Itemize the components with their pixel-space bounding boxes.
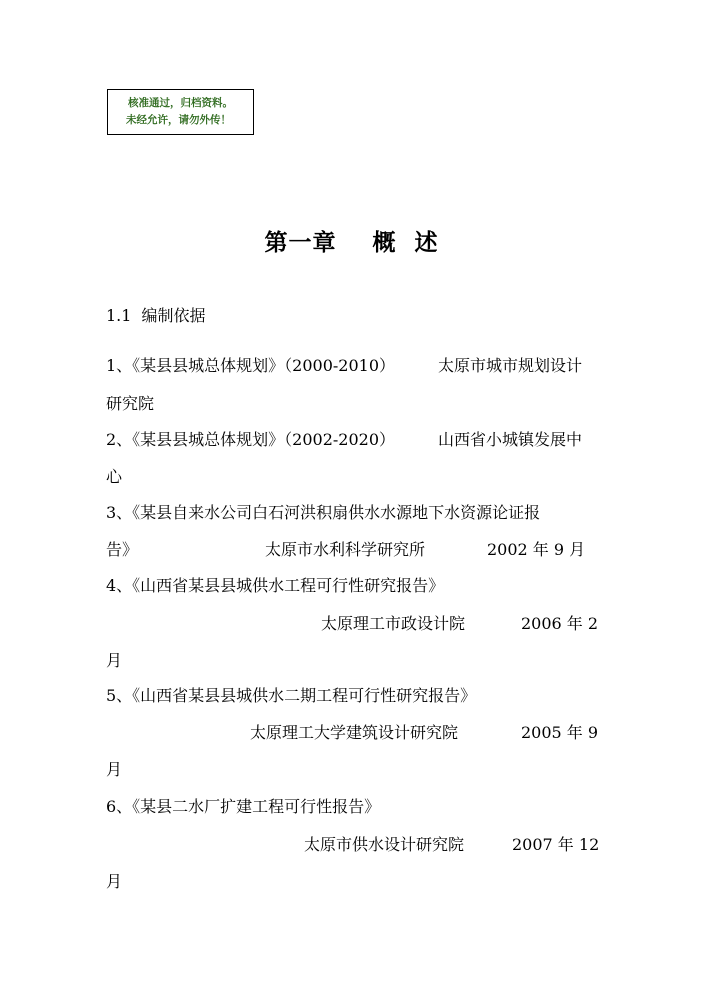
reference-4-org: 太原理工市政设计院 (321, 614, 466, 633)
reference-3-date: 2002 年 9 月 (487, 540, 586, 559)
reference-6-date: 2007 年 12 (512, 835, 600, 854)
stamp-line-2: 未经允许，请勿外传！ (126, 114, 231, 126)
reference-3-org: 太原市水利科学研究所 (265, 540, 426, 559)
reference-1-org-part: 太原市城市规划设计 (438, 356, 583, 375)
reference-1-line-b: 研究院 (106, 394, 155, 413)
reference-2-line-a: 2、《某县县城总体规划》（2002-2020） (106, 430, 396, 449)
reference-4-line-c: 月 (106, 651, 123, 670)
reference-5-org: 太原理工大学建筑设计研究院 (250, 723, 459, 742)
section-title: 编制依据 (141, 306, 206, 325)
reference-5-date: 2005 年 9 (521, 723, 599, 742)
chapter-title: 第一章 概 述 (264, 230, 439, 256)
reference-2-line-b: 心 (106, 467, 123, 486)
reference-2-org-part: 山西省小城镇发展中 (438, 430, 583, 449)
archive-stamp (107, 89, 254, 135)
reference-5-line-a: 5、《山西省某县县城供水二期工程可行性研究报告》 (106, 686, 477, 705)
reference-5-line-c: 月 (106, 760, 123, 779)
reference-4-line-a: 4、《山西省某县县城供水工程可行性研究报告》 (106, 576, 445, 595)
reference-3-line-a: 3、《某县自来水公司白石河洪积扇供水水源地下水资源论证报 (106, 503, 541, 522)
reference-6-line-a: 6、《某县二水厂扩建工程可行性报告》 (106, 797, 381, 816)
reference-1-line-a: 1、《某县县城总体规划》（2000-2010） (106, 356, 396, 375)
reference-3-line-b: 告》 (106, 540, 139, 559)
section-heading (106, 303, 205, 326)
stamp-line-1: 核准通过，归档资料。 (128, 97, 233, 109)
reference-6-org: 太原市供水设计研究院 (304, 835, 465, 854)
section-number: 1.1 (106, 306, 132, 325)
reference-4-date: 2006 年 2 (521, 614, 599, 633)
reference-6-line-c: 月 (106, 872, 123, 891)
